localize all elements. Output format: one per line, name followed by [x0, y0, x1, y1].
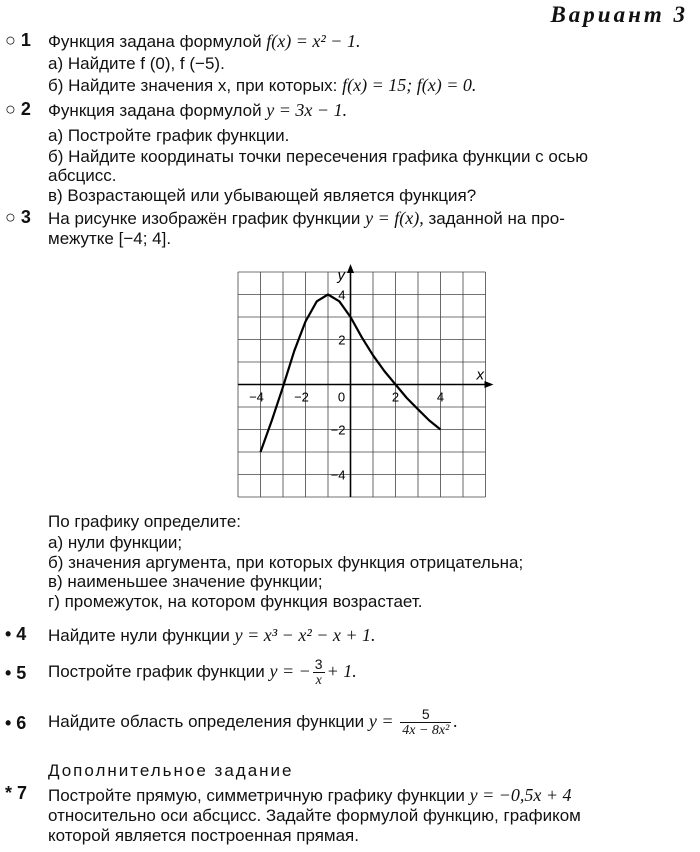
task-3-question-intro: По графику определите:: [48, 512, 242, 531]
x-axis-arrow: [485, 381, 494, 388]
task-1-marker: ○ 1: [5, 30, 31, 50]
task-1-part-a: а) Найдите f (0), f (−5).: [48, 54, 225, 73]
task-7-statement: [48, 785, 572, 806]
task-7-formula: y = −0,5x + 4: [469, 785, 572, 805]
task-6-statement: [48, 706, 458, 739]
task-2-text: Функция задана формулой: [48, 101, 262, 120]
task-5-formula-start: y = −: [269, 660, 311, 681]
graph-axes: [238, 264, 494, 497]
task-1-formula: f(x) = x² − 1.: [266, 31, 361, 51]
variant-title: Вариант 3: [550, 2, 688, 27]
task-5-fraction-denominator: x: [315, 673, 322, 688]
task-7-marker: * 7: [5, 783, 28, 803]
task-1-part-b: [48, 75, 476, 96]
function-graph: [228, 262, 484, 508]
task-6-fraction-denominator: 4x − 8x²: [402, 723, 450, 738]
task-1-part-b-formula: f(x) = 15; f(x) = 0.: [342, 75, 477, 95]
task-1-text: Функция задана формулой: [48, 32, 262, 51]
task-5-fraction: [313, 656, 325, 689]
task-1-part-b-text: б) Найдите значения x, при которых:: [48, 76, 338, 95]
task-2-statement: [48, 100, 347, 121]
y-axis-label: y: [337, 267, 345, 284]
task-3-question-d: г) промежуток, на котором функция возрастает.: [48, 592, 423, 611]
task-2-part-a: а) Постройте график функции.: [48, 126, 290, 145]
x-axis-label: x: [476, 366, 484, 384]
task-6-text: Найдите область определения функции: [48, 711, 365, 731]
x-tick-label: 0: [337, 389, 346, 405]
x-tick-label: −2: [294, 389, 309, 405]
x-tick-label: 2: [391, 389, 400, 405]
y-tick-label: −4: [330, 467, 346, 483]
task-2-part-b-line2: абсцисс.: [48, 166, 117, 185]
task-6-formula-start: y =: [368, 710, 394, 731]
task-2-formula: y = 3x − 1.: [266, 100, 348, 120]
task-3-question-c: в) наименьшее значение функции;: [48, 572, 323, 591]
task-4-text: Найдите нули функции: [48, 626, 230, 645]
task-5-fraction-numerator: 3: [314, 656, 323, 672]
task-3-formula: y = f(x),: [365, 208, 424, 228]
task-7-line-2: относительно оси абсцисс. Задайте формулой функцию, графиком: [48, 806, 581, 825]
task-3-text: На рисунке изображён график функции: [48, 209, 361, 228]
task-4-marker: • 4: [5, 624, 27, 644]
task-5-statement: [48, 656, 357, 689]
task-5-formula-end: + 1.: [326, 660, 357, 681]
task-4-statement: [48, 625, 376, 646]
task-7-text: Постройте прямую, симметричную графику функции: [48, 786, 465, 805]
extra-task-heading: Дополнительное задание: [48, 761, 294, 780]
task-3-marker: ○ 3: [5, 207, 31, 227]
task-6-formula-end: .: [453, 710, 458, 731]
task-3-question-a: а) нули функции;: [48, 533, 183, 552]
task-6-marker: • 6: [5, 713, 27, 733]
task-2-marker: ○ 2: [5, 99, 31, 119]
task-1-statement: [48, 31, 360, 52]
task-5-marker: • 5: [5, 663, 27, 683]
task-7-line-3: которой является построенная прямая.: [48, 826, 359, 845]
y-tick-label: 4: [338, 287, 346, 303]
task-3-interval: межутке [−4; 4].: [48, 229, 172, 248]
task-6-fraction-numerator: 5: [400, 706, 451, 723]
y-tick-label: 2: [338, 332, 346, 348]
y-tick-label: −2: [330, 422, 346, 438]
task-2-part-b-line1: б) Найдите координаты точки пересечения графика функции с осью: [48, 147, 588, 166]
x-tick-label: 4: [436, 389, 445, 405]
task-5-text: Постройте график функции: [48, 661, 265, 681]
task-3-question-b: б) значения аргумента, при которых функция отрицательна;: [48, 553, 524, 572]
task-3-tail: заданной на про-: [428, 209, 565, 228]
task-6-fraction: [400, 706, 451, 739]
y-axis-arrow: [347, 264, 354, 273]
task-4-formula: y = x³ − x² − x + 1.: [234, 625, 376, 645]
task-3-statement: [48, 208, 565, 229]
graph-tick-labels: [249, 267, 484, 483]
x-tick-label: −4: [249, 389, 264, 405]
task-2-part-c: в) Возрастающей или убывающей является функция?: [48, 186, 477, 205]
